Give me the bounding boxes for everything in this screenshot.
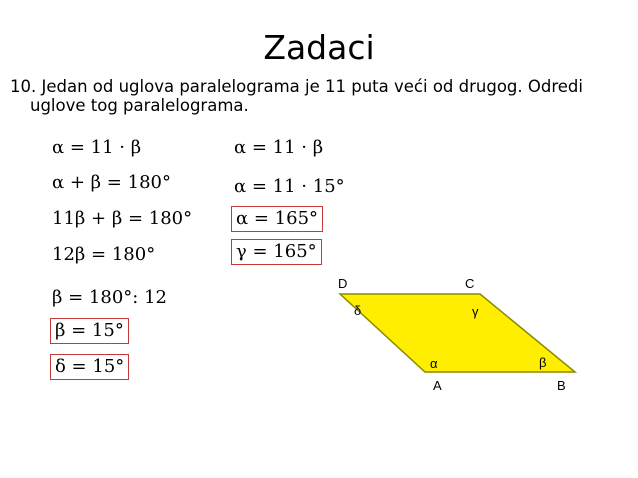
- vertex-label-c: C: [465, 276, 475, 291]
- angle-label-beta: β: [539, 355, 547, 370]
- vertex-label-d: D: [338, 276, 348, 291]
- problem-line-2: uglove tog paralelograma.: [30, 96, 249, 115]
- page-title: Zadaci: [263, 28, 375, 67]
- angle-label-gamma: γ: [472, 304, 479, 319]
- left-step-5: β = 180°: 12: [52, 287, 167, 308]
- left-step-3: 11β + β = 180°: [52, 208, 193, 229]
- left-step-2: α + β = 180°: [52, 172, 171, 193]
- vertex-label-a: A: [433, 378, 442, 393]
- right-step-4-boxed: γ = 165°: [231, 239, 322, 265]
- left-step-1: α = 11 · β: [52, 137, 142, 158]
- right-step-2: α = 11 · 15°: [234, 176, 345, 197]
- right-step-1: α = 11 · β: [234, 137, 324, 158]
- angle-label-alpha: α: [430, 356, 438, 371]
- left-step-4: 12β = 180°: [52, 244, 156, 265]
- angle-label-delta: δ: [354, 303, 362, 318]
- vertex-label-b: B: [557, 378, 566, 393]
- left-step-6-boxed: β = 15°: [50, 318, 129, 344]
- problem-line-1: 10. Jedan od uglova paralelograma je 11 puta veći od drugog. Odredi: [10, 77, 583, 96]
- right-step-3-boxed: α = 165°: [231, 206, 323, 232]
- left-step-7-boxed: δ = 15°: [50, 354, 129, 380]
